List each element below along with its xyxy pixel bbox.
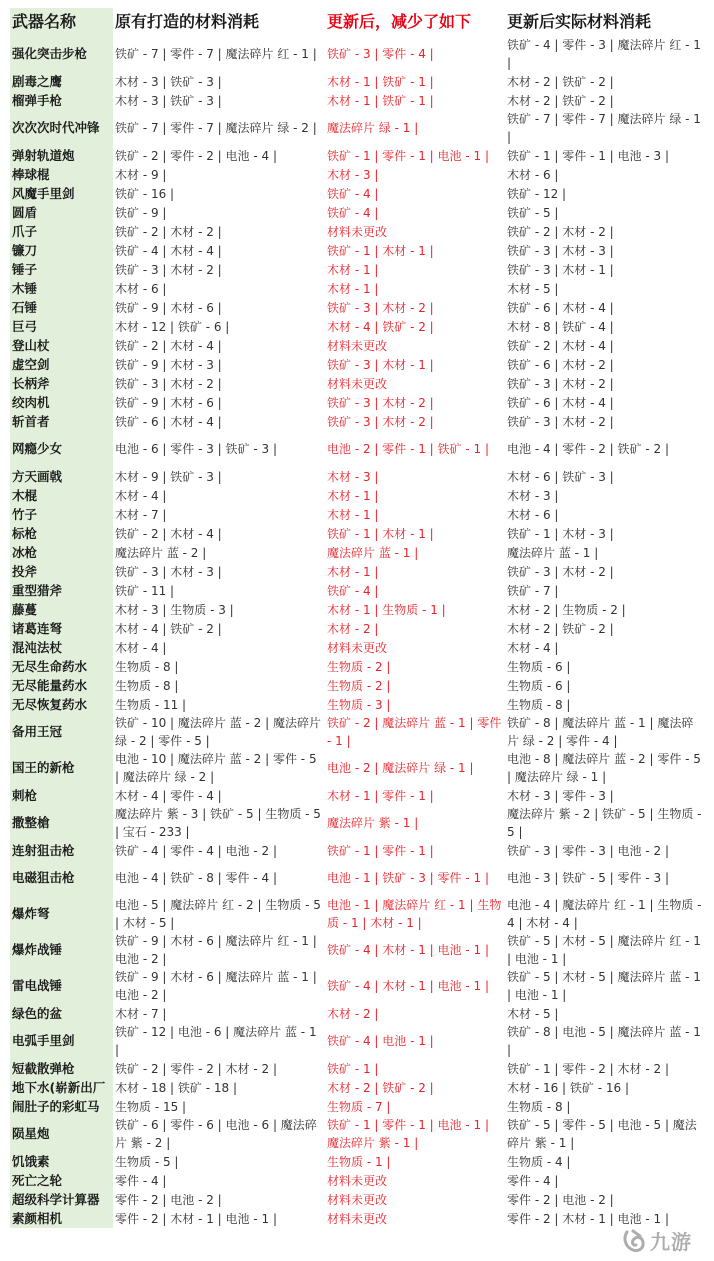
table-row: [10, 786, 704, 805]
updated-cost-cell: 木材 - 16 | 铁矿 - 16 |: [507, 1080, 629, 1095]
weapon-name-cell: 电弧手里剑: [10, 1023, 113, 1059]
original-cost-cell: 零件 - 2 | 电池 - 2 |: [115, 1192, 222, 1207]
table-row: [10, 543, 704, 562]
reduced-amount-cell: 生物质 - 1 |: [327, 1154, 391, 1169]
weapon-name-cell: 冰枪: [10, 543, 113, 562]
updated-cost-cell: 零件 - 4 |: [507, 1173, 559, 1188]
table-row: [10, 393, 704, 412]
updated-cost-cell: 铁矿 - 7 |: [507, 583, 559, 598]
reduced-amount-cell: 木材 - 2 |: [327, 621, 379, 636]
original-cost-cell: 木材 - 3 | 铁矿 - 3 |: [115, 93, 222, 108]
table-row: [10, 1097, 704, 1116]
original-cost-cell: 铁矿 - 2 | 零件 - 2 | 电池 - 4 |: [115, 148, 277, 163]
reduced-amount-cell: 铁矿 - 1 | 木材 - 1 |: [327, 243, 434, 258]
updated-cost-cell: 生物质 - 8 |: [507, 1099, 571, 1114]
table-row: [10, 355, 704, 374]
original-cost-cell: 铁矿 - 9 |: [115, 205, 167, 220]
reduced-amount-cell: 电池 - 2 | 魔法碎片 绿 - 1 |: [327, 761, 474, 775]
table-row: [10, 750, 704, 786]
weapon-name-cell: 撒整槍: [10, 805, 113, 841]
table-row: [10, 860, 704, 896]
reduced-amount-cell: 生物质 - 2 |: [327, 659, 391, 674]
table-row: [10, 562, 704, 581]
table-row: [10, 932, 704, 968]
weapon-name-cell: 超级科学计算器: [10, 1190, 113, 1209]
reduced-amount-cell: 材料未更改: [327, 224, 388, 239]
original-cost-cell: 木材 - 6 |: [115, 281, 167, 296]
table-row: [10, 600, 704, 619]
reduced-amount-cell: 铁矿 - 1 | 零件 - 1 |: [327, 843, 434, 858]
table-row: [10, 298, 704, 317]
updated-cost-cell: 电池 - 4 | 魔法碎片 红 - 1 | 生物质 - 4 | 木材 - 4 |: [507, 898, 702, 930]
reduced-amount-cell: 铁矿 - 3 | 零件 - 4 |: [327, 47, 434, 61]
weapon-name-cell: 备用王冠: [10, 714, 113, 750]
original-cost-cell: 魔法碎片 蓝 - 2 |: [115, 545, 207, 560]
weapon-name-cell: 剧毒之鹰: [10, 72, 113, 91]
reduced-amount-cell: 材料未更改: [327, 338, 388, 353]
original-cost-cell: 木材 - 7 |: [115, 507, 167, 522]
updated-cost-cell: 木材 - 5 |: [507, 1006, 559, 1021]
updated-cost-cell: 生物质 - 6 |: [507, 659, 571, 674]
original-cost-cell: 生物质 - 11 |: [115, 697, 187, 712]
reduced-amount-cell: 铁矿 - 4 |: [327, 205, 379, 220]
weapon-name-cell: 虚空剑: [10, 355, 113, 374]
updated-cost-cell: 魔法碎片 蓝 - 1 |: [507, 545, 599, 560]
updated-cost-cell: 生物质 - 6 |: [507, 678, 571, 693]
table-row: [10, 110, 704, 146]
reduced-amount-cell: 木材 - 1 |: [327, 262, 379, 277]
reduced-amount-cell: 材料未更改: [327, 1173, 388, 1188]
table-row: [10, 1152, 704, 1171]
original-cost-cell: 铁矿 - 3 | 木材 - 2 |: [115, 262, 222, 277]
table-row: [10, 1023, 704, 1059]
weapon-materials-table: [10, 8, 704, 1228]
weapon-name-cell: 强化突击步枪: [10, 36, 113, 72]
reduced-amount-cell: 铁矿 - 4 |: [327, 186, 379, 201]
original-cost-cell: 木材 - 12 | 铁矿 - 6 |: [115, 319, 230, 334]
reduced-amount-cell: 木材 - 3 |: [327, 167, 379, 182]
table-row: [10, 279, 704, 298]
updated-cost-cell: 铁矿 - 7 | 零件 - 7 | 魔法碎片 绿 - 1 |: [507, 112, 701, 144]
original-cost-cell: 木材 - 18 | 铁矿 - 18 |: [115, 1080, 237, 1095]
original-cost-cell: 魔法碎片 紫 - 3 | 铁矿 - 5 | 生物质 - 5 | 宝石 - 233 |: [115, 807, 321, 839]
updated-cost-cell: 电池 - 8 | 魔法碎片 蓝 - 2 | 零件 - 5 | 魔法碎片 绿 - 1 |: [507, 752, 701, 784]
original-cost-cell: 铁矿 - 9 | 木材 - 6 | 魔法碎片 红 - 1 | 电池 - 2 |: [115, 934, 317, 966]
weapon-name-cell: 长柄斧: [10, 374, 113, 393]
original-cost-cell: 铁矿 - 9 | 木材 - 6 |: [115, 300, 222, 315]
weapon-name-cell: 藤蔓: [10, 600, 113, 619]
original-cost-cell: 木材 - 4 |: [115, 640, 167, 655]
original-cost-cell: 木材 - 4 | 零件 - 4 |: [115, 788, 222, 803]
table-row: [10, 638, 704, 657]
table-row: [10, 1078, 704, 1097]
reduced-amount-cell: 生物质 - 2 |: [327, 678, 391, 693]
updated-cost-cell: 木材 - 2 | 铁矿 - 2 |: [507, 621, 614, 636]
weapon-name-cell: 无尽恢复药水: [10, 695, 113, 714]
updated-cost-cell: 木材 - 6 | 铁矿 - 3 |: [507, 469, 614, 484]
reduced-amount-cell: 铁矿 - 3 | 木材 - 2 |: [327, 395, 434, 410]
reduced-amount-cell: 铁矿 - 3 | 木材 - 1 |: [327, 357, 434, 372]
weapon-name-cell: 方天画戟: [10, 467, 113, 486]
table-row: [10, 1059, 704, 1078]
updated-cost-cell: 铁矿 - 5 | 木材 - 5 | 魔法碎片 蓝 - 1 | 电池 - 1 |: [507, 970, 701, 1002]
updated-cost-cell: 木材 - 2 | 铁矿 - 2 |: [507, 93, 614, 108]
updated-cost-cell: 木材 - 2 | 生物质 - 2 |: [507, 602, 626, 617]
reduced-amount-cell: 木材 - 2 |: [327, 1006, 379, 1021]
weapon-name-cell: 斩首者: [10, 412, 113, 431]
original-cost-cell: 铁矿 - 16 |: [115, 186, 175, 201]
updated-cost-cell: 铁矿 - 2 | 木材 - 2 |: [507, 224, 614, 239]
original-cost-cell: 铁矿 - 2 | 木材 - 4 |: [115, 338, 222, 353]
original-cost-cell: 铁矿 - 2 | 零件 - 2 | 木材 - 2 |: [115, 1061, 277, 1076]
original-cost-cell: 木材 - 9 | 铁矿 - 3 |: [115, 469, 222, 484]
table-row: [10, 1209, 704, 1228]
updated-cost-cell: 电池 - 3 | 铁矿 - 5 | 零件 - 3 |: [507, 871, 669, 885]
updated-cost-cell: 铁矿 - 3 | 木材 - 2 |: [507, 564, 614, 579]
table-row: [10, 524, 704, 543]
updated-cost-cell: 铁矿 - 1 | 零件 - 1 | 电池 - 3 |: [507, 148, 669, 163]
updated-cost-cell: 木材 - 3 | 零件 - 3 |: [507, 788, 614, 803]
updated-cost-cell: 铁矿 - 3 | 木材 - 2 |: [507, 414, 614, 429]
weapon-name-cell: 重型猎斧: [10, 581, 113, 600]
reduced-amount-cell: 魔法碎片 紫 - 1 |: [327, 816, 419, 830]
weapon-name-cell: 无尽能量药水: [10, 676, 113, 695]
header-weapon-name: 武器名称: [10, 8, 113, 36]
reduced-amount-cell: 铁矿 - 1 |: [327, 1061, 379, 1076]
table-row: [10, 714, 704, 750]
weapon-name-cell: 国王的新枪: [10, 750, 113, 786]
weapon-name-cell: 雷电战锤: [10, 968, 113, 1004]
updated-cost-cell: 铁矿 - 1 | 零件 - 2 | 木材 - 2 |: [507, 1061, 669, 1076]
table-row: [10, 1171, 704, 1190]
weapon-name-cell: 绿色的盆: [10, 1004, 113, 1023]
original-cost-cell: 零件 - 2 | 木材 - 1 | 电池 - 1 |: [115, 1211, 277, 1226]
reduced-amount-cell: 木材 - 1 | 生物质 - 1 |: [327, 602, 446, 617]
weapon-name-cell: 木锤: [10, 279, 113, 298]
updated-cost-cell: 铁矿 - 3 | 木材 - 3 |: [507, 243, 614, 258]
reduced-amount-cell: 铁矿 - 1 | 零件 - 1 | 电池 - 1 | 魔法碎片 紫 - 1 |: [327, 1118, 489, 1150]
reduced-amount-cell: 魔法碎片 绿 - 1 |: [327, 121, 419, 135]
reduced-amount-cell: 材料未更改: [327, 376, 388, 391]
weapon-name-cell: 连射狙击枪: [10, 841, 113, 860]
updated-cost-cell: 铁矿 - 8 | 魔法碎片 蓝 - 1 | 魔法碎片 绿 - 2 | 零件 - 4 |: [507, 716, 694, 748]
original-cost-cell: 铁矿 - 6 | 木材 - 4 |: [115, 414, 222, 429]
weapon-name-cell: 绞肉机: [10, 393, 113, 412]
table-row: [10, 431, 704, 467]
header-original-cost: 原有打造的材料消耗: [113, 8, 325, 36]
table-row: [10, 467, 704, 486]
original-cost-cell: 铁矿 - 7 | 零件 - 7 | 魔法碎片 红 - 1 |: [115, 47, 317, 61]
table-row: [10, 1004, 704, 1023]
original-cost-cell: 铁矿 - 9 | 木材 - 6 | 魔法碎片 蓝 - 1 | 电池 - 2 |: [115, 970, 317, 1002]
table-body: [10, 36, 704, 1228]
updated-cost-cell: 魔法碎片 紫 - 2 | 铁矿 - 5 | 生物质 - 5 |: [507, 807, 702, 839]
weapon-name-cell: 饥饿素: [10, 1152, 113, 1171]
original-cost-cell: 铁矿 - 12 | 电池 - 6 | 魔法碎片 蓝 - 1 |: [115, 1025, 317, 1057]
original-cost-cell: 铁矿 - 3 | 木材 - 3 |: [115, 564, 222, 579]
reduced-amount-cell: 木材 - 1 | 铁矿 - 1 |: [327, 93, 434, 108]
original-cost-cell: 电池 - 6 | 零件 - 3 | 铁矿 - 3 |: [115, 442, 277, 456]
weapon-name-cell: 混沌法杖: [10, 638, 113, 657]
weapon-name-cell: 短截散弹枪: [10, 1059, 113, 1078]
reduced-amount-cell: 电池 - 1 | 魔法碎片 红 - 1 | 生物质 - 1 | 木材 - 1 |: [327, 898, 502, 930]
updated-cost-cell: 铁矿 - 2 | 木材 - 4 |: [507, 338, 614, 353]
original-cost-cell: 铁矿 - 4 | 木材 - 4 |: [115, 243, 222, 258]
original-cost-cell: 铁矿 - 10 | 魔法碎片 蓝 - 2 | 魔法碎片 绿 - 2 | 零件 - 5 |: [115, 716, 321, 748]
table-row: [10, 184, 704, 203]
reduced-amount-cell: 生物质 - 7 |: [327, 1099, 391, 1114]
table-row: [10, 619, 704, 638]
weapon-name-cell: 锤子: [10, 260, 113, 279]
updated-cost-cell: 铁矿 - 5 | 木材 - 5 | 魔法碎片 红 - 1 | 电池 - 1 |: [507, 934, 701, 966]
updated-cost-cell: 铁矿 - 3 | 零件 - 3 | 电池 - 2 |: [507, 843, 669, 858]
updated-cost-cell: 铁矿 - 4 | 零件 - 3 | 魔法碎片 红 - 1 |: [507, 38, 701, 70]
weapon-name-cell: 诸葛连弩: [10, 619, 113, 638]
weapon-name-cell: 素颜相机: [10, 1209, 113, 1228]
reduced-amount-cell: 木材 - 1 |: [327, 507, 379, 522]
reduced-amount-cell: 木材 - 1 | 零件 - 1 |: [327, 788, 434, 803]
original-cost-cell: 铁矿 - 7 | 零件 - 7 | 魔法碎片 绿 - 2 |: [115, 121, 317, 135]
reduced-amount-cell: 铁矿 - 3 | 木材 - 2 |: [327, 300, 434, 315]
weapon-name-cell: 巨弓: [10, 317, 113, 336]
updated-cost-cell: 木材 - 2 | 铁矿 - 2 |: [507, 74, 614, 89]
weapon-name-cell: 榴弹手枪: [10, 91, 113, 110]
table-row: [10, 581, 704, 600]
updated-cost-cell: 铁矿 - 3 | 木材 - 1 |: [507, 262, 614, 277]
weapon-name-cell: 竹子: [10, 505, 113, 524]
weapon-name-cell: 圆盾: [10, 203, 113, 222]
header-reduced-by: 更新后，减少了如下: [325, 8, 505, 36]
reduced-amount-cell: 铁矿 - 4 | 木材 - 1 | 电池 - 1 |: [327, 979, 489, 993]
weapon-name-cell: 电磁狙击枪: [10, 860, 113, 896]
weapon-name-cell: 网瘾少女: [10, 431, 113, 467]
updated-cost-cell: 铁矿 - 5 | 零件 - 5 | 电池 - 5 | 魔法碎片 紫 - 1 |: [507, 1118, 697, 1150]
reduced-amount-cell: 魔法碎片 蓝 - 1 |: [327, 545, 419, 560]
original-cost-cell: 木材 - 4 | 铁矿 - 2 |: [115, 621, 222, 636]
weapon-name-cell: 弹射轨道炮: [10, 146, 113, 165]
original-cost-cell: 木材 - 9 |: [115, 167, 167, 182]
original-cost-cell: 铁矿 - 9 | 木材 - 6 |: [115, 395, 222, 410]
original-cost-cell: 铁矿 - 2 | 木材 - 4 |: [115, 526, 222, 541]
updated-cost-cell: 木材 - 4 |: [507, 640, 559, 655]
updated-cost-cell: 生物质 - 8 |: [507, 697, 571, 712]
reduced-amount-cell: 铁矿 - 4 | 木材 - 1 | 电池 - 1 |: [327, 943, 489, 957]
weapon-name-cell: 爆炸战锤: [10, 932, 113, 968]
table-row: [10, 203, 704, 222]
weapon-name-cell: 闹肚子的彩虹马: [10, 1097, 113, 1116]
updated-cost-cell: 铁矿 - 6 | 木材 - 4 |: [507, 395, 614, 410]
reduced-amount-cell: 电池 - 2 | 零件 - 1 | 铁矿 - 1 |: [327, 442, 489, 456]
original-cost-cell: 铁矿 - 11 |: [115, 583, 175, 598]
original-cost-cell: 木材 - 3 | 生物质 - 3 |: [115, 602, 234, 617]
original-cost-cell: 生物质 - 8 |: [115, 678, 179, 693]
table-row: [10, 676, 704, 695]
table-row: [10, 805, 704, 841]
updated-cost-cell: 零件 - 2 | 木材 - 1 | 电池 - 1 |: [507, 1211, 669, 1226]
original-cost-cell: 铁矿 - 2 | 木材 - 2 |: [115, 224, 222, 239]
reduced-amount-cell: 铁矿 - 1 | 木材 - 1 |: [327, 526, 434, 541]
weapon-name-cell: 死亡之轮: [10, 1171, 113, 1190]
materials-table-sheet: [10, 8, 704, 1250]
original-cost-cell: 铁矿 - 4 | 零件 - 4 | 电池 - 2 |: [115, 843, 277, 858]
watermark-text: 九游: [650, 1230, 692, 1254]
header-row: [10, 8, 704, 36]
original-cost-cell: 电池 - 4 | 铁矿 - 8 | 零件 - 4 |: [115, 871, 277, 885]
jiuyou-logo-icon: [621, 1228, 647, 1254]
table-row: [10, 374, 704, 393]
reduced-amount-cell: 铁矿 - 3 | 木材 - 2 |: [327, 414, 434, 429]
table-row: [10, 222, 704, 241]
weapon-name-cell: 无尽生命药水: [10, 657, 113, 676]
weapon-name-cell: 爪子: [10, 222, 113, 241]
table-row: [10, 841, 704, 860]
weapon-name-cell: 风魔手里剑: [10, 184, 113, 203]
reduced-amount-cell: 木材 - 1 |: [327, 281, 379, 296]
weapon-name-cell: 地下水(崭新出厂: [10, 1078, 113, 1097]
reduced-amount-cell: 木材 - 1 |: [327, 488, 379, 503]
weapon-name-cell: 标枪: [10, 524, 113, 543]
updated-cost-cell: 铁矿 - 6 | 木材 - 2 |: [507, 357, 614, 372]
table-row: [10, 91, 704, 110]
updated-cost-cell: 铁矿 - 6 | 木材 - 4 |: [507, 300, 614, 315]
reduced-amount-cell: 材料未更改: [327, 640, 388, 655]
table-row: [10, 896, 704, 932]
updated-cost-cell: 木材 - 6 |: [507, 507, 559, 522]
header-updated-cost: 更新后实际材料消耗: [505, 8, 704, 36]
weapon-name-cell: 次次次时代冲锋: [10, 110, 113, 146]
updated-cost-cell: 铁矿 - 1 | 木材 - 3 |: [507, 526, 614, 541]
reduced-amount-cell: 电池 - 1 | 铁矿 - 3 | 零件 - 1 |: [327, 871, 489, 885]
table-row: [10, 412, 704, 431]
table-row: [10, 657, 704, 676]
table-row: [10, 36, 704, 72]
weapon-name-cell: 棒球棍: [10, 165, 113, 184]
original-cost-cell: 木材 - 4 |: [115, 488, 167, 503]
table-row: [10, 1116, 704, 1152]
updated-cost-cell: 铁矿 - 5 |: [507, 205, 559, 220]
original-cost-cell: 生物质 - 15 |: [115, 1099, 187, 1114]
table-row: [10, 336, 704, 355]
table-row: [10, 317, 704, 336]
updated-cost-cell: 木材 - 8 | 铁矿 - 4 |: [507, 319, 614, 334]
reduced-amount-cell: 生物质 - 3 |: [327, 697, 391, 712]
table-row: [10, 146, 704, 165]
updated-cost-cell: 生物质 - 4 |: [507, 1154, 571, 1169]
updated-cost-cell: 电池 - 4 | 零件 - 2 | 铁矿 - 2 |: [507, 442, 669, 456]
weapon-name-cell: 木棍: [10, 486, 113, 505]
table-row: [10, 1190, 704, 1209]
original-cost-cell: 生物质 - 5 |: [115, 1154, 179, 1169]
original-cost-cell: 生物质 - 8 |: [115, 659, 179, 674]
original-cost-cell: 铁矿 - 3 | 木材 - 2 |: [115, 376, 222, 391]
original-cost-cell: 木材 - 7 |: [115, 1006, 167, 1021]
reduced-amount-cell: 木材 - 1 | 铁矿 - 1 |: [327, 74, 434, 89]
reduced-amount-cell: 木材 - 1 |: [327, 564, 379, 579]
updated-cost-cell: 铁矿 - 3 | 木材 - 2 |: [507, 376, 614, 391]
reduced-amount-cell: 铁矿 - 2 | 魔法碎片 蓝 - 1 | 零件 - 1 |: [327, 716, 502, 748]
weapon-name-cell: 登山杖: [10, 336, 113, 355]
original-cost-cell: 铁矿 - 9 | 木材 - 3 |: [115, 357, 222, 372]
reduced-amount-cell: 材料未更改: [327, 1211, 388, 1226]
table-row: [10, 260, 704, 279]
table-row: [10, 165, 704, 184]
weapon-name-cell: 爆炸弩: [10, 896, 113, 932]
weapon-name-cell: 刺枪: [10, 786, 113, 805]
reduced-amount-cell: 铁矿 - 4 |: [327, 583, 379, 598]
reduced-amount-cell: 木材 - 3 |: [327, 469, 379, 484]
updated-cost-cell: 铁矿 - 8 | 电池 - 5 | 魔法碎片 蓝 - 1 |: [507, 1025, 701, 1057]
weapon-name-cell: 投斧: [10, 562, 113, 581]
table-row: [10, 968, 704, 1004]
table-row: [10, 241, 704, 260]
original-cost-cell: 电池 - 5 | 魔法碎片 红 - 2 | 生物质 - 5 | 木材 - 5 |: [115, 898, 321, 930]
updated-cost-cell: 铁矿 - 12 |: [507, 186, 567, 201]
table-row: [10, 505, 704, 524]
weapon-name-cell: 镰刀: [10, 241, 113, 260]
reduced-amount-cell: 木材 - 4 | 铁矿 - 2 |: [327, 319, 434, 334]
reduced-amount-cell: 铁矿 - 4 | 电池 - 1 |: [327, 1034, 434, 1048]
updated-cost-cell: 零件 - 2 | 电池 - 2 |: [507, 1192, 614, 1207]
table-row: [10, 72, 704, 91]
weapon-name-cell: 石锤: [10, 298, 113, 317]
original-cost-cell: 电池 - 10 | 魔法碎片 蓝 - 2 | 零件 - 5 | 魔法碎片 绿 - 2 |: [115, 752, 317, 784]
updated-cost-cell: 木材 - 6 |: [507, 167, 559, 182]
table-row: [10, 695, 704, 714]
reduced-amount-cell: 铁矿 - 1 | 零件 - 1 | 电池 - 1 |: [327, 148, 489, 163]
table-row: [10, 486, 704, 505]
reduced-amount-cell: 木材 - 2 | 铁矿 - 2 |: [327, 1080, 434, 1095]
watermark-logo: [621, 1226, 692, 1255]
updated-cost-cell: 木材 - 5 |: [507, 281, 559, 296]
original-cost-cell: 铁矿 - 6 | 零件 - 6 | 电池 - 6 | 魔法碎片 紫 - 2 |: [115, 1118, 317, 1150]
original-cost-cell: 零件 - 4 |: [115, 1173, 167, 1188]
original-cost-cell: 木材 - 3 | 铁矿 - 3 |: [115, 74, 222, 89]
weapon-name-cell: 陨星炮: [10, 1116, 113, 1152]
reduced-amount-cell: 材料未更改: [327, 1192, 388, 1207]
updated-cost-cell: 木材 - 3 |: [507, 488, 559, 503]
